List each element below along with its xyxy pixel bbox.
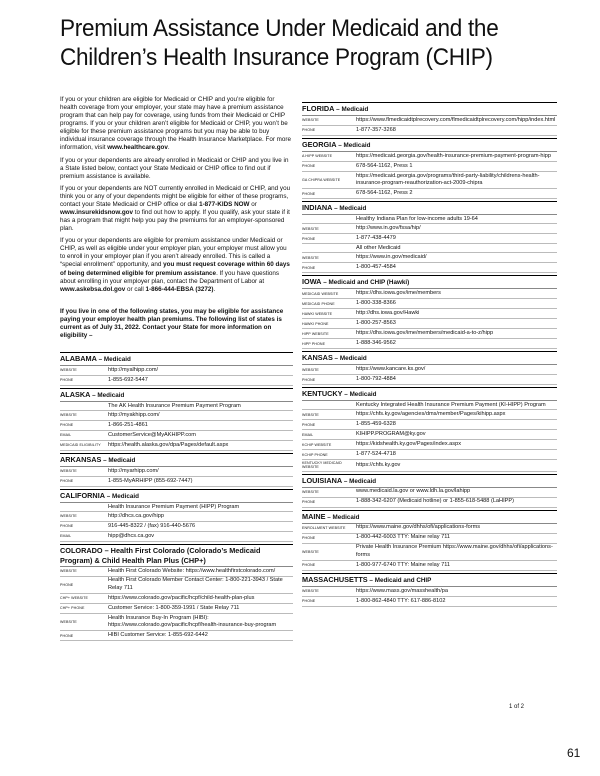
contact-value: 1-800-257-8563	[356, 319, 396, 326]
eligibility-note: If you live in one of the following states, you may be eligible for assistance paying your employer health plan premiums. The following list of states is current as of July 31, 2022. Contact your State for more information on eligibility –	[60, 307, 284, 339]
contact-row	[302, 224, 557, 234]
intro-paragraph	[60, 237, 293, 293]
state-heading	[60, 545, 293, 567]
contact-value: 1-800-977-6740 TTY: Maine relay 711	[356, 561, 451, 568]
contact-value: 1-855-692-5447	[108, 376, 148, 383]
contact-value: 1-800-457-4584	[356, 263, 396, 270]
program-name: Medicaid	[97, 391, 125, 399]
state-heading	[302, 276, 557, 289]
contact-value: 1-800-792-4884	[356, 375, 396, 382]
emphasized-text: 1-877-KIDS NOW	[199, 200, 250, 208]
contact-label: PHONE	[60, 524, 74, 529]
state-name: FLORIDA	[302, 104, 335, 113]
contact-value: Customer Service: 1-800-359-1991 / State Relay 711	[108, 604, 240, 611]
program-name: Medicaid	[103, 355, 131, 363]
contact-label: WEBSITE	[302, 412, 319, 417]
contact-value: https://www.colorado.gov/pacific/hcpf/child-health-plan-plus	[108, 594, 255, 601]
contact-row	[302, 440, 557, 450]
contact-label: PHONE	[60, 633, 74, 638]
state-name: CALIFORNIA	[60, 490, 105, 500]
program-name: Medicaid	[341, 106, 369, 113]
contact-value: https://www.mass.gov/masshealth/pa	[356, 587, 449, 594]
state-program: – Medicaid	[334, 106, 369, 113]
contact-label: MEDICAID ELIGIBILITY	[60, 443, 101, 448]
contact-value: https://dhs.iowa.gov/ime/members	[356, 289, 441, 296]
contact-label: PHONE	[60, 582, 74, 587]
contact-row	[60, 376, 293, 386]
contact-label: HIPP PHONE	[302, 341, 326, 346]
contact-label: MEDICAID WEBSITE	[302, 291, 339, 296]
contact-label: CHP+ PHONE	[60, 606, 85, 611]
contact-value: KIHIPP.PROGRAM@ky.gov	[356, 430, 426, 437]
contact-label: PHONE	[302, 536, 316, 541]
contact-label: PHONE	[302, 164, 316, 169]
state-name: INDIANA	[302, 203, 333, 213]
state-heading	[60, 454, 293, 467]
contact-row	[302, 116, 557, 126]
contact-label: KCHIP WEBSITE	[302, 442, 332, 447]
contact-row	[60, 631, 293, 641]
contact-row	[302, 420, 557, 430]
contact-value: 1-888-346-9562	[356, 339, 396, 346]
contact-row	[60, 477, 293, 487]
state-section	[302, 138, 557, 199]
contact-row	[60, 567, 293, 577]
contact-row	[302, 234, 557, 244]
contact-label: EMAIL	[60, 433, 72, 438]
contact-label: PHONE	[302, 500, 316, 505]
contact-row	[302, 365, 557, 375]
contact-value: https://medicaid.georgia.gov/health-insurance-premium-payment-program-hipp	[356, 152, 551, 159]
contact-row	[302, 126, 557, 136]
state-program: – Medicaid	[96, 355, 131, 363]
contact-value: 1-888-342-6207 (Medicaid hotline) or 1-855-618-5488 (LaHIPP)	[356, 498, 514, 505]
contact-label: MEDICAID PHONE	[302, 301, 335, 306]
contact-label: WEBSITE	[302, 490, 319, 495]
program-name: Medicaid and CHIP	[374, 576, 432, 584]
state-program: – Medicaid	[342, 477, 377, 485]
contact-label: PHONE	[302, 265, 316, 270]
state-section	[60, 489, 293, 542]
state-section	[302, 275, 557, 349]
emphasized-text: you must request coverage within 60 days of being determined eligible for premium assistance	[60, 261, 290, 277]
state-heading	[60, 353, 293, 366]
contact-label: PHONE	[302, 191, 316, 196]
contact-label: PHONE	[302, 563, 316, 568]
paragraph-text: .	[213, 285, 216, 293]
contact-value: 678-564-1162, Press 1	[356, 162, 413, 169]
contact-row	[302, 162, 557, 172]
state-heading	[60, 490, 293, 503]
contact-row	[60, 522, 293, 532]
contact-value: https://www.in.gov/medicaid/	[356, 253, 427, 260]
title-line-1: Premium Assistance Under Medicaid and the	[60, 15, 499, 42]
contact-value: https://medicaid.georgia.gov/programs/third-party-liability/childrens-health-insurance-program-reauthorization-act-2009-chipra	[356, 172, 540, 187]
state-heading	[302, 574, 557, 587]
contact-label: WEBSITE	[60, 569, 77, 574]
state-heading	[302, 388, 557, 401]
contact-value: 1-800-442-6003 TTY: Maine relay 711	[356, 534, 451, 541]
program-name: Medicaid	[108, 456, 136, 464]
title-line-2: Children’s Health Insurance Program (CHIP)	[60, 44, 493, 71]
contact-row	[302, 597, 557, 607]
state-section	[302, 474, 557, 508]
program-note: The AK Health Insurance Premium Payment Program	[60, 402, 293, 411]
contact-label: HAWKI WEBSITE	[302, 311, 333, 316]
intro-paragraph	[60, 185, 293, 233]
contact-value: https://kidshealth.ky.gov/Pages/index.aspx	[356, 440, 461, 447]
contact-row	[302, 410, 557, 420]
contact-row	[302, 450, 557, 460]
contact-label: EMAIL	[60, 534, 72, 539]
program-name: Medicaid	[332, 513, 360, 521]
contact-label: PHONE	[302, 128, 316, 133]
contact-label: WEBSITE	[302, 589, 319, 594]
contact-value: 1-855-459-6328	[356, 420, 396, 427]
program-note: Kentucky Integrated Health Insurance Premium Payment (KI-HIPP) Program	[302, 401, 557, 410]
contact-row	[302, 299, 557, 309]
contact-value: https://dhs.iowa.gov/ime/members/medicaid-a-to-z/hipp	[356, 329, 494, 336]
state-program: – Medicaid and CHIP	[367, 576, 432, 584]
contact-value: https://www.maine.gov/dhhs/ofi/applications-forms	[356, 524, 481, 531]
state-name: ARKANSAS	[60, 454, 102, 464]
intro-text	[60, 96, 293, 294]
paragraph-text: If you or your children are eligible for Medicaid or CHIP and you’re eligible for health coverage from your employer, your state may have a premium assistance program that can help pay for coverage, using funds from their Medicaid or CHIP programs. If you or your children aren’t eligible for Medicaid or CHIP, you won’t be eligible for these premium assistance programs but you may be able to buy individual insurance coverage through the Health Insurance Marketplace. For more information, visit	[60, 96, 292, 152]
paragraph-text: If you or your dependents are NOT currently enrolled in Medicaid or CHIP, and you think you or any of your dependents might be eligible for either of these programs, contact your State Medicaid or CHIP office or dial	[60, 184, 291, 208]
contact-label: WEBSITE	[60, 368, 77, 373]
contact-label: EMAIL	[302, 432, 314, 437]
contact-label: PHONE	[60, 479, 74, 484]
state-program: – Medicaid	[325, 513, 360, 521]
program-note: Health Insurance Premium Payment (HIPP) Program	[60, 503, 293, 512]
contact-label: KCHIP PHONE	[302, 452, 328, 457]
program-name: Medicaid	[112, 492, 139, 500]
program-name: Medicaid	[349, 391, 377, 399]
state-name: COLORADO – Health First Colorado (Colorado’s Medicaid Program) & Child Health Plan Plus (CHP+)	[60, 545, 261, 565]
contact-row	[302, 587, 557, 597]
state-heading	[302, 103, 557, 116]
contact-value: 1-877-438-4479	[356, 234, 396, 241]
state-program: – Medicaid and CHIP (Hawki)	[321, 279, 410, 287]
contact-row	[60, 421, 293, 431]
state-heading	[60, 389, 293, 402]
contact-value: 1-855-MyARHIPP (855-692-7447)	[108, 477, 193, 484]
contact-row	[302, 488, 557, 498]
emphasized-text: www.healthcare.gov	[107, 144, 168, 152]
page-number: 61	[567, 746, 581, 760]
contact-value: http://myarhipp.com/	[108, 467, 159, 474]
state-section	[60, 388, 293, 451]
left-state-list	[60, 352, 293, 641]
contact-value: http://dhcs.ca.gov/hipp	[108, 512, 164, 519]
contact-value: http://myalhipp.com/	[108, 366, 159, 373]
program-name: Medicaid	[343, 142, 371, 149]
contact-row	[60, 532, 293, 542]
contact-row	[302, 152, 557, 162]
contact-row	[302, 263, 557, 273]
contact-label: WEBSITE	[60, 413, 77, 418]
contact-value: https://www.flmedicaidtplrecovery.com/flmedicaidtplrecovery.com/hipp/index.html	[356, 116, 556, 123]
contact-value: http://www.in.gov/fssa/hip/	[356, 224, 421, 231]
state-name: IOWA	[302, 277, 322, 287]
state-section	[302, 510, 557, 571]
contact-value: 1-800-338-8366	[356, 299, 396, 306]
contact-row	[60, 411, 293, 421]
contact-row	[302, 460, 557, 472]
contact-label: PHONE	[302, 377, 316, 382]
left-column	[60, 96, 293, 641]
state-name: GEORGIA	[302, 140, 337, 149]
program-name: Medicaid	[349, 477, 377, 485]
contact-row	[302, 524, 557, 534]
contact-row	[302, 339, 557, 349]
contact-value: Private Health Insurance Premium https://www.maine.gov/dhhs/ofi/applications-forms	[356, 544, 553, 558]
contact-row	[302, 289, 557, 299]
emphasized-text: 1-866-444-EBSA (3272)	[145, 285, 214, 293]
right-column	[302, 100, 557, 607]
contact-label: GA CHIPRA WEBSITE	[302, 177, 341, 182]
contact-value: 1-866-251-4861	[108, 421, 148, 428]
state-program: – Medicaid	[332, 205, 367, 213]
contact-label: HIPP WEBSITE	[302, 331, 329, 336]
state-heading	[302, 202, 557, 215]
state-section	[60, 453, 293, 487]
contact-value: https://www.kancare.ks.gov/	[356, 365, 426, 372]
contact-label: PHONE	[302, 236, 316, 241]
contact-value: hipp@dhcs.ca.gov	[108, 532, 155, 539]
contact-label: WEBSITE	[60, 514, 77, 519]
contact-label: WEBSITE	[302, 367, 319, 372]
paragraph-text: or	[249, 200, 257, 208]
contact-value: Health First Colorado Member Contact Center: 1-800-221-3943 / State Relay 711	[108, 577, 283, 591]
contact-value: http://dhs.iowa.gov/Hawki	[356, 309, 420, 316]
contact-row	[302, 561, 557, 571]
state-name: KANSAS	[302, 353, 333, 363]
state-heading	[302, 139, 557, 152]
intro-paragraph	[60, 96, 293, 152]
contact-label: CHP+ WEBSITE	[60, 596, 89, 601]
emphasized-text: www.askebsa.dol.gov	[60, 285, 126, 293]
contact-label: WEBSITE	[302, 549, 319, 554]
state-name: ALASKA	[60, 389, 91, 399]
contact-row	[302, 329, 557, 339]
state-program: – Medicaid	[101, 456, 136, 464]
state-name: MAINE	[302, 511, 326, 521]
contact-row	[60, 604, 293, 614]
contact-row	[60, 441, 293, 451]
paragraph-text: to find out how to apply. If you qualify, ask your state if it has a program that might help you pay the premiums for an employer-sponsored plan.	[60, 208, 290, 233]
contact-value: 1-877-524-4718	[356, 450, 396, 457]
contact-label: WEBSITE	[60, 619, 77, 624]
page-of-indicator: 1 of 2	[509, 704, 525, 710]
contact-row	[60, 366, 293, 376]
contact-label: HAWKI PHONE	[302, 321, 329, 326]
contact-row	[302, 253, 557, 263]
state-program: – Medicaid	[342, 391, 377, 399]
contact-row	[302, 498, 557, 508]
contact-value: Health Insurance Buy-In Program (HIBI): https://www.colorado.gov/pacific/hcpf/health-insurance-buy-program	[108, 614, 277, 629]
contact-label: WEBSITE	[302, 255, 319, 260]
contact-value: 1-877-357-3268	[356, 126, 396, 133]
contact-label: PHONE	[302, 599, 316, 604]
contact-row	[60, 594, 293, 604]
contact-label: ENROLLMENT WEBSITE	[302, 526, 346, 531]
contact-value: https://chfs.ky.gov	[356, 461, 401, 468]
contact-label: A HIPP WEBSITE	[302, 154, 333, 159]
state-name: LOUISIANA	[302, 475, 343, 485]
state-section	[60, 544, 293, 641]
contact-row	[302, 430, 557, 440]
contact-value: HIBI Customer Service: 1-855-692-6442	[108, 631, 208, 638]
contact-label: WEBSITE	[302, 226, 319, 231]
contact-row	[60, 512, 293, 522]
contact-value: https://chfs.ky.gov/agencies/dms/member/Pages/kihipp.aspx	[356, 410, 506, 417]
state-section	[302, 573, 557, 607]
paragraph-text: If you or your dependents are already enrolled in Medicaid or CHIP and you live in a State listed below, contact your State Medicaid or CHIP office to find out if premium assistance is available.	[60, 156, 289, 180]
paragraph-text: . If you have questions about enrolling in your employer plan, contact the Department of Labor at	[60, 269, 280, 285]
state-section	[60, 352, 293, 386]
contact-row	[60, 577, 293, 594]
contact-row	[302, 534, 557, 544]
contact-row	[302, 309, 557, 319]
state-heading	[302, 475, 557, 488]
contact-row	[60, 614, 293, 631]
state-name: ALABAMA	[60, 353, 97, 363]
state-section	[302, 351, 557, 385]
state-heading	[302, 352, 557, 365]
state-section	[302, 387, 557, 472]
program-note: All other Medicaid	[302, 244, 557, 253]
contact-row	[60, 467, 293, 477]
paragraph-text: If you or your dependents are eligible for premium assistance under Medicaid or CHIP, as well as eligible under your employer plan, your employer must allow you to enroll in your employer plan if you aren’t already enrolled. This is called a “special enrollment” opportunity, and	[60, 237, 287, 269]
contact-value: www.medicaid.la.gov or www.ldh.la.gov/lahipp	[356, 488, 471, 495]
state-heading	[302, 511, 557, 524]
contact-value: 916-445-8322 / (fax) 916-440-5676	[108, 522, 196, 529]
state-program: – Medicaid	[105, 492, 139, 500]
contact-label: PHONE	[302, 422, 316, 427]
contact-row	[302, 189, 557, 199]
state-program: – Medicaid	[90, 391, 125, 399]
contact-row	[302, 375, 557, 385]
state-section	[302, 201, 557, 273]
state-name: KENTUCKY	[302, 389, 343, 399]
program-note: Healthy Indiana Plan for low-income adults 19-64	[302, 215, 557, 224]
contact-row	[302, 172, 557, 189]
intro-paragraph	[60, 157, 293, 181]
contact-value: 1-800-862-4840 TTY: 617-886-8102	[356, 597, 446, 604]
state-program: – Medicaid	[332, 355, 367, 363]
state-section	[302, 102, 557, 136]
program-name: Medicaid	[339, 205, 367, 213]
state-program: – Medicaid	[336, 142, 371, 149]
program-name: Medicaid	[339, 355, 367, 363]
contact-value: CustomerService@MyAKHIPP.com	[108, 431, 196, 438]
contact-label: PHONE	[60, 378, 74, 383]
contact-value: 678-564-1162, Press 2	[356, 189, 413, 196]
contact-value: Health First Colorado Website: https://www.healthfirstcolorado.com/	[108, 567, 276, 574]
contact-row	[302, 319, 557, 329]
paragraph-text: .	[167, 144, 170, 152]
page-title	[60, 14, 520, 72]
contact-label: KENTUCKY MEDICAID WEBSITE	[302, 461, 342, 470]
contact-row	[302, 544, 557, 561]
contact-label: WEBSITE	[60, 469, 77, 474]
contact-label: PHONE	[60, 423, 74, 428]
contact-value: http://myakhipp.com/	[108, 411, 160, 418]
program-name: Medicaid and CHIP (Hawki)	[328, 279, 410, 287]
emphasized-text: www.insurekidsnow.gov	[60, 208, 134, 216]
right-state-list	[302, 102, 557, 607]
contact-row	[60, 431, 293, 441]
paragraph-text: or call	[125, 285, 146, 293]
contact-label: WEBSITE	[302, 118, 319, 123]
contact-value: https://health.alaska.gov/dpa/Pages/default.aspx	[108, 441, 229, 448]
state-name: MASSACHUSETTS	[302, 574, 368, 584]
